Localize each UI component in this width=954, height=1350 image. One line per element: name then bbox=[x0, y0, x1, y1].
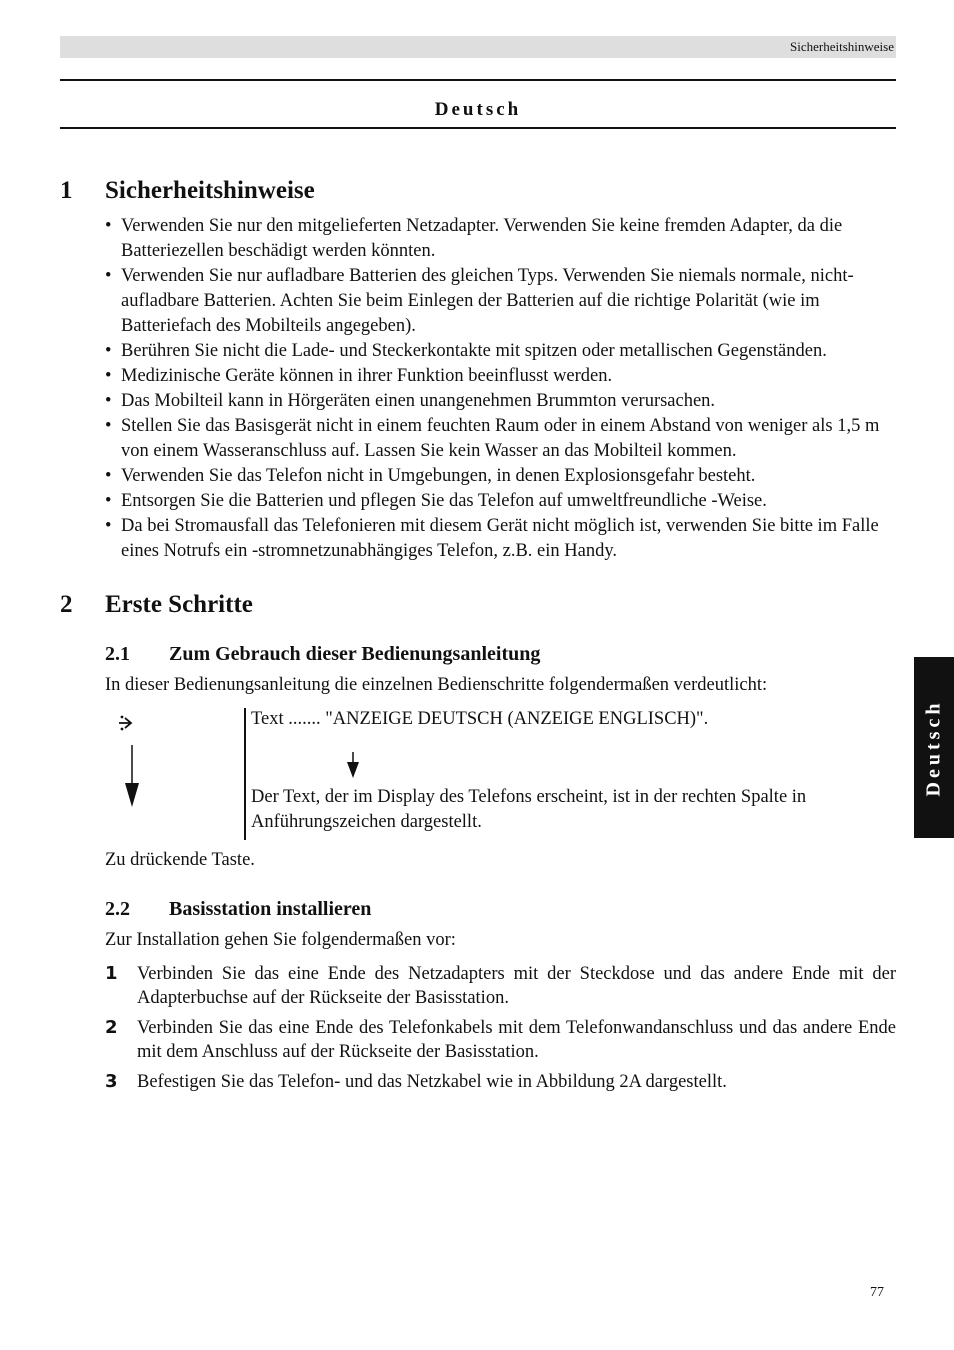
key-arrow-down-icon bbox=[122, 745, 142, 809]
list-item: • Verwenden Sie das Telefon nicht in Umgebungen, in denen Explosionsgefahr besteht. bbox=[105, 464, 900, 489]
section-1-heading bbox=[60, 177, 315, 205]
step-text: Verbinden Sie das eine Ende des Telefonkabels mit dem Telefonwandanschluss und das andere Ende mit dem Anschluss auf der Rückseite der Basisstation. bbox=[137, 1018, 896, 1062]
list-item bbox=[105, 1070, 896, 1094]
list-item: • Stellen Sie das Basisgerät nicht in einem feuchten Raum oder in einem Abstand von weniger als 1,5 m von einem Wasseranschluss auf. Lassen Sie kein Wasser an das Mobilteil kommen. bbox=[105, 414, 900, 464]
subsection-2-1-intro: In dieser Bedienungsanleitung die einzelnen Bedienschritte folgendermaßen verdeutlicht: bbox=[105, 675, 768, 695]
section-number: 2 bbox=[60, 591, 73, 618]
list-item: • Verwenden Sie nur aufladbare Batterien des gleichen Typs. Verwenden Sie niemals normale, nicht-aufladbare Batterien. Achten Sie beim Einlegen der Batterien auf die richtige Polarität (wie im Batteriefach des Mobilteils angegeben). bbox=[105, 264, 900, 339]
example-divider bbox=[244, 708, 246, 840]
safety-list bbox=[105, 214, 900, 564]
subsection-number: 2.2 bbox=[105, 898, 130, 920]
language-title: Deutsch bbox=[434, 99, 522, 120]
list-item: • Berühren Sie nicht die Lade- und Steckerkontakte mit spitzen oder metallischen Gegenständen. bbox=[105, 339, 900, 364]
list-item: • Da bei Stromausfall das Telefonieren mit diesem Gerät nicht möglich ist, verwenden Sie bitte im Falle eines Notrufs ein -stromnetzunabhängiges Telefon, z.B. ein Handy. bbox=[105, 514, 900, 564]
step-number: 2 bbox=[105, 1017, 118, 1038]
list-item: • Entsorgen Sie die Batterien und pflegen Sie das Telefon auf umweltfreundliche -Weise. bbox=[105, 489, 900, 514]
key-note: Zu drückende Taste. bbox=[105, 850, 255, 870]
section-2-heading bbox=[60, 591, 253, 619]
subsection-2-2-intro: Zur Installation gehen Sie folgendermaßen vor: bbox=[105, 930, 456, 950]
section-title: Erste Schritte bbox=[105, 591, 253, 618]
installation-steps bbox=[105, 962, 896, 1100]
example-display-text: Text ....... "ANZEIGE DEUTSCH (ANZEIGE ENGLISCH)". bbox=[251, 709, 709, 729]
example-description: Der Text, der im Display des Telefons erscheint, ist in der rechten Spalte in Anführungszeichen dargestellt. bbox=[251, 787, 807, 832]
language-rule bbox=[60, 127, 896, 129]
section-number: 1 bbox=[60, 177, 73, 204]
header-bar bbox=[60, 36, 896, 58]
side-tab-label: Deutsch bbox=[922, 699, 945, 796]
top-rule bbox=[60, 79, 896, 81]
list-item: • Das Mobilteil kann in Hörgeräten einen unangenehmen Brummton verursachen. bbox=[105, 389, 900, 414]
list-item: • Medizinische Geräte können in ihrer Funktion beeinflusst werden. bbox=[105, 364, 900, 389]
subsection-title: Zum Gebrauch dieser Bedienungsanleitung bbox=[169, 643, 541, 665]
subsection-title: Basisstation installieren bbox=[169, 898, 372, 920]
section-title: Sicherheitshinweise bbox=[105, 177, 315, 204]
step-number: 3 bbox=[105, 1071, 118, 1092]
language-side-tab bbox=[914, 657, 954, 838]
list-item bbox=[105, 962, 896, 1010]
list-item: • Verwenden Sie nur den mitgelieferten Netzadapter. Verwenden Sie keine fremden Adapter, da die Batteriezellen beschädigt werden könnten. bbox=[105, 214, 900, 264]
running-title: Sicherheitshinweise bbox=[790, 39, 894, 54]
subsection-number: 2.1 bbox=[105, 643, 130, 665]
step-text: Verbinden Sie das eine Ende des Netzadapters mit der Steckdose und das andere Ende mit der Adapterbuchse auf der Rückseite der Basisstation. bbox=[137, 964, 896, 1008]
subsection-2-2-heading bbox=[105, 898, 371, 921]
display-arrow-icon bbox=[117, 713, 139, 733]
step-number: 1 bbox=[105, 963, 118, 984]
subsection-2-1-heading bbox=[105, 643, 540, 666]
text-arrow-down-icon bbox=[344, 752, 362, 780]
step-text: Befestigen Sie das Telefon- und das Netzkabel wie in Abbildung 2A dargestellt. bbox=[137, 1072, 727, 1092]
list-item bbox=[105, 1016, 896, 1064]
page-number: 77 bbox=[870, 1285, 884, 1300]
